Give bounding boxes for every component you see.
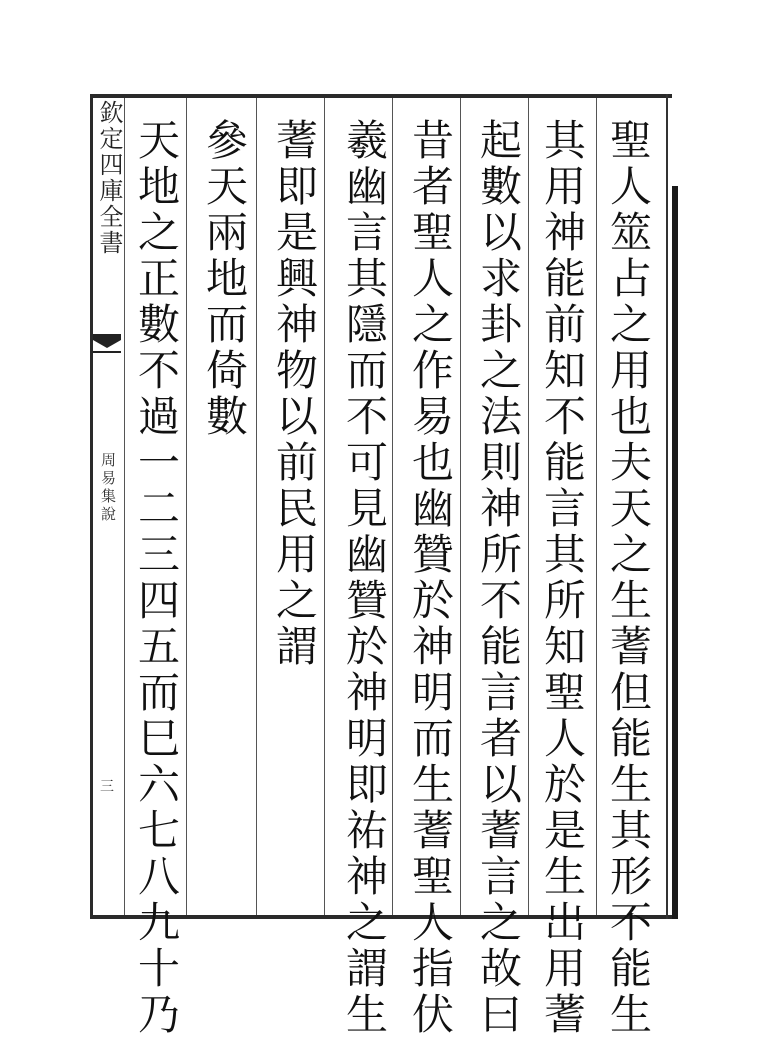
text-column-5: 羲幽言其隱而不可見幽贊於神明即祐神之謂生 — [340, 118, 389, 1038]
column-rule — [186, 98, 187, 915]
column-rule — [256, 98, 257, 915]
frame-right-border — [666, 94, 668, 919]
column-rule — [528, 98, 529, 915]
column-rule — [324, 98, 325, 915]
text-column-2: 其用神能前知不能言其所知聖人於是生出用蓍 — [538, 118, 587, 1038]
frame-right-shadow — [672, 186, 678, 919]
text-column-3: 起數以求卦之法則神所不能言者以蓍言之故曰 — [474, 118, 523, 1038]
text-column-4: 昔者聖人之作易也幽贊於神明而生蓍聖人指伏 — [406, 118, 455, 1038]
column-rule — [392, 98, 393, 915]
column-rule — [124, 98, 125, 915]
text-column-1: 聖人筮占之用也夫天之生蓍但能生其形不能生 — [604, 118, 653, 1038]
margin-book-title: 周易集說 — [99, 452, 117, 524]
column-rule — [596, 98, 597, 915]
fishtail-mark-icon — [93, 330, 121, 358]
frame-top-border — [92, 94, 672, 98]
text-column-8: 天地之正數不過一二三四五而巳六七八九十乃 — [132, 118, 181, 1038]
frame-left-border — [90, 94, 93, 919]
column-rule — [460, 98, 461, 915]
text-column-6: 蓍即是興神物以前民用之謂 — [270, 118, 319, 670]
margin-collection-title: 欽定四庫全書 — [95, 100, 123, 256]
text-column-7: 參天兩地而倚數 — [200, 118, 249, 440]
margin-page-number: 三 — [100, 779, 114, 795]
